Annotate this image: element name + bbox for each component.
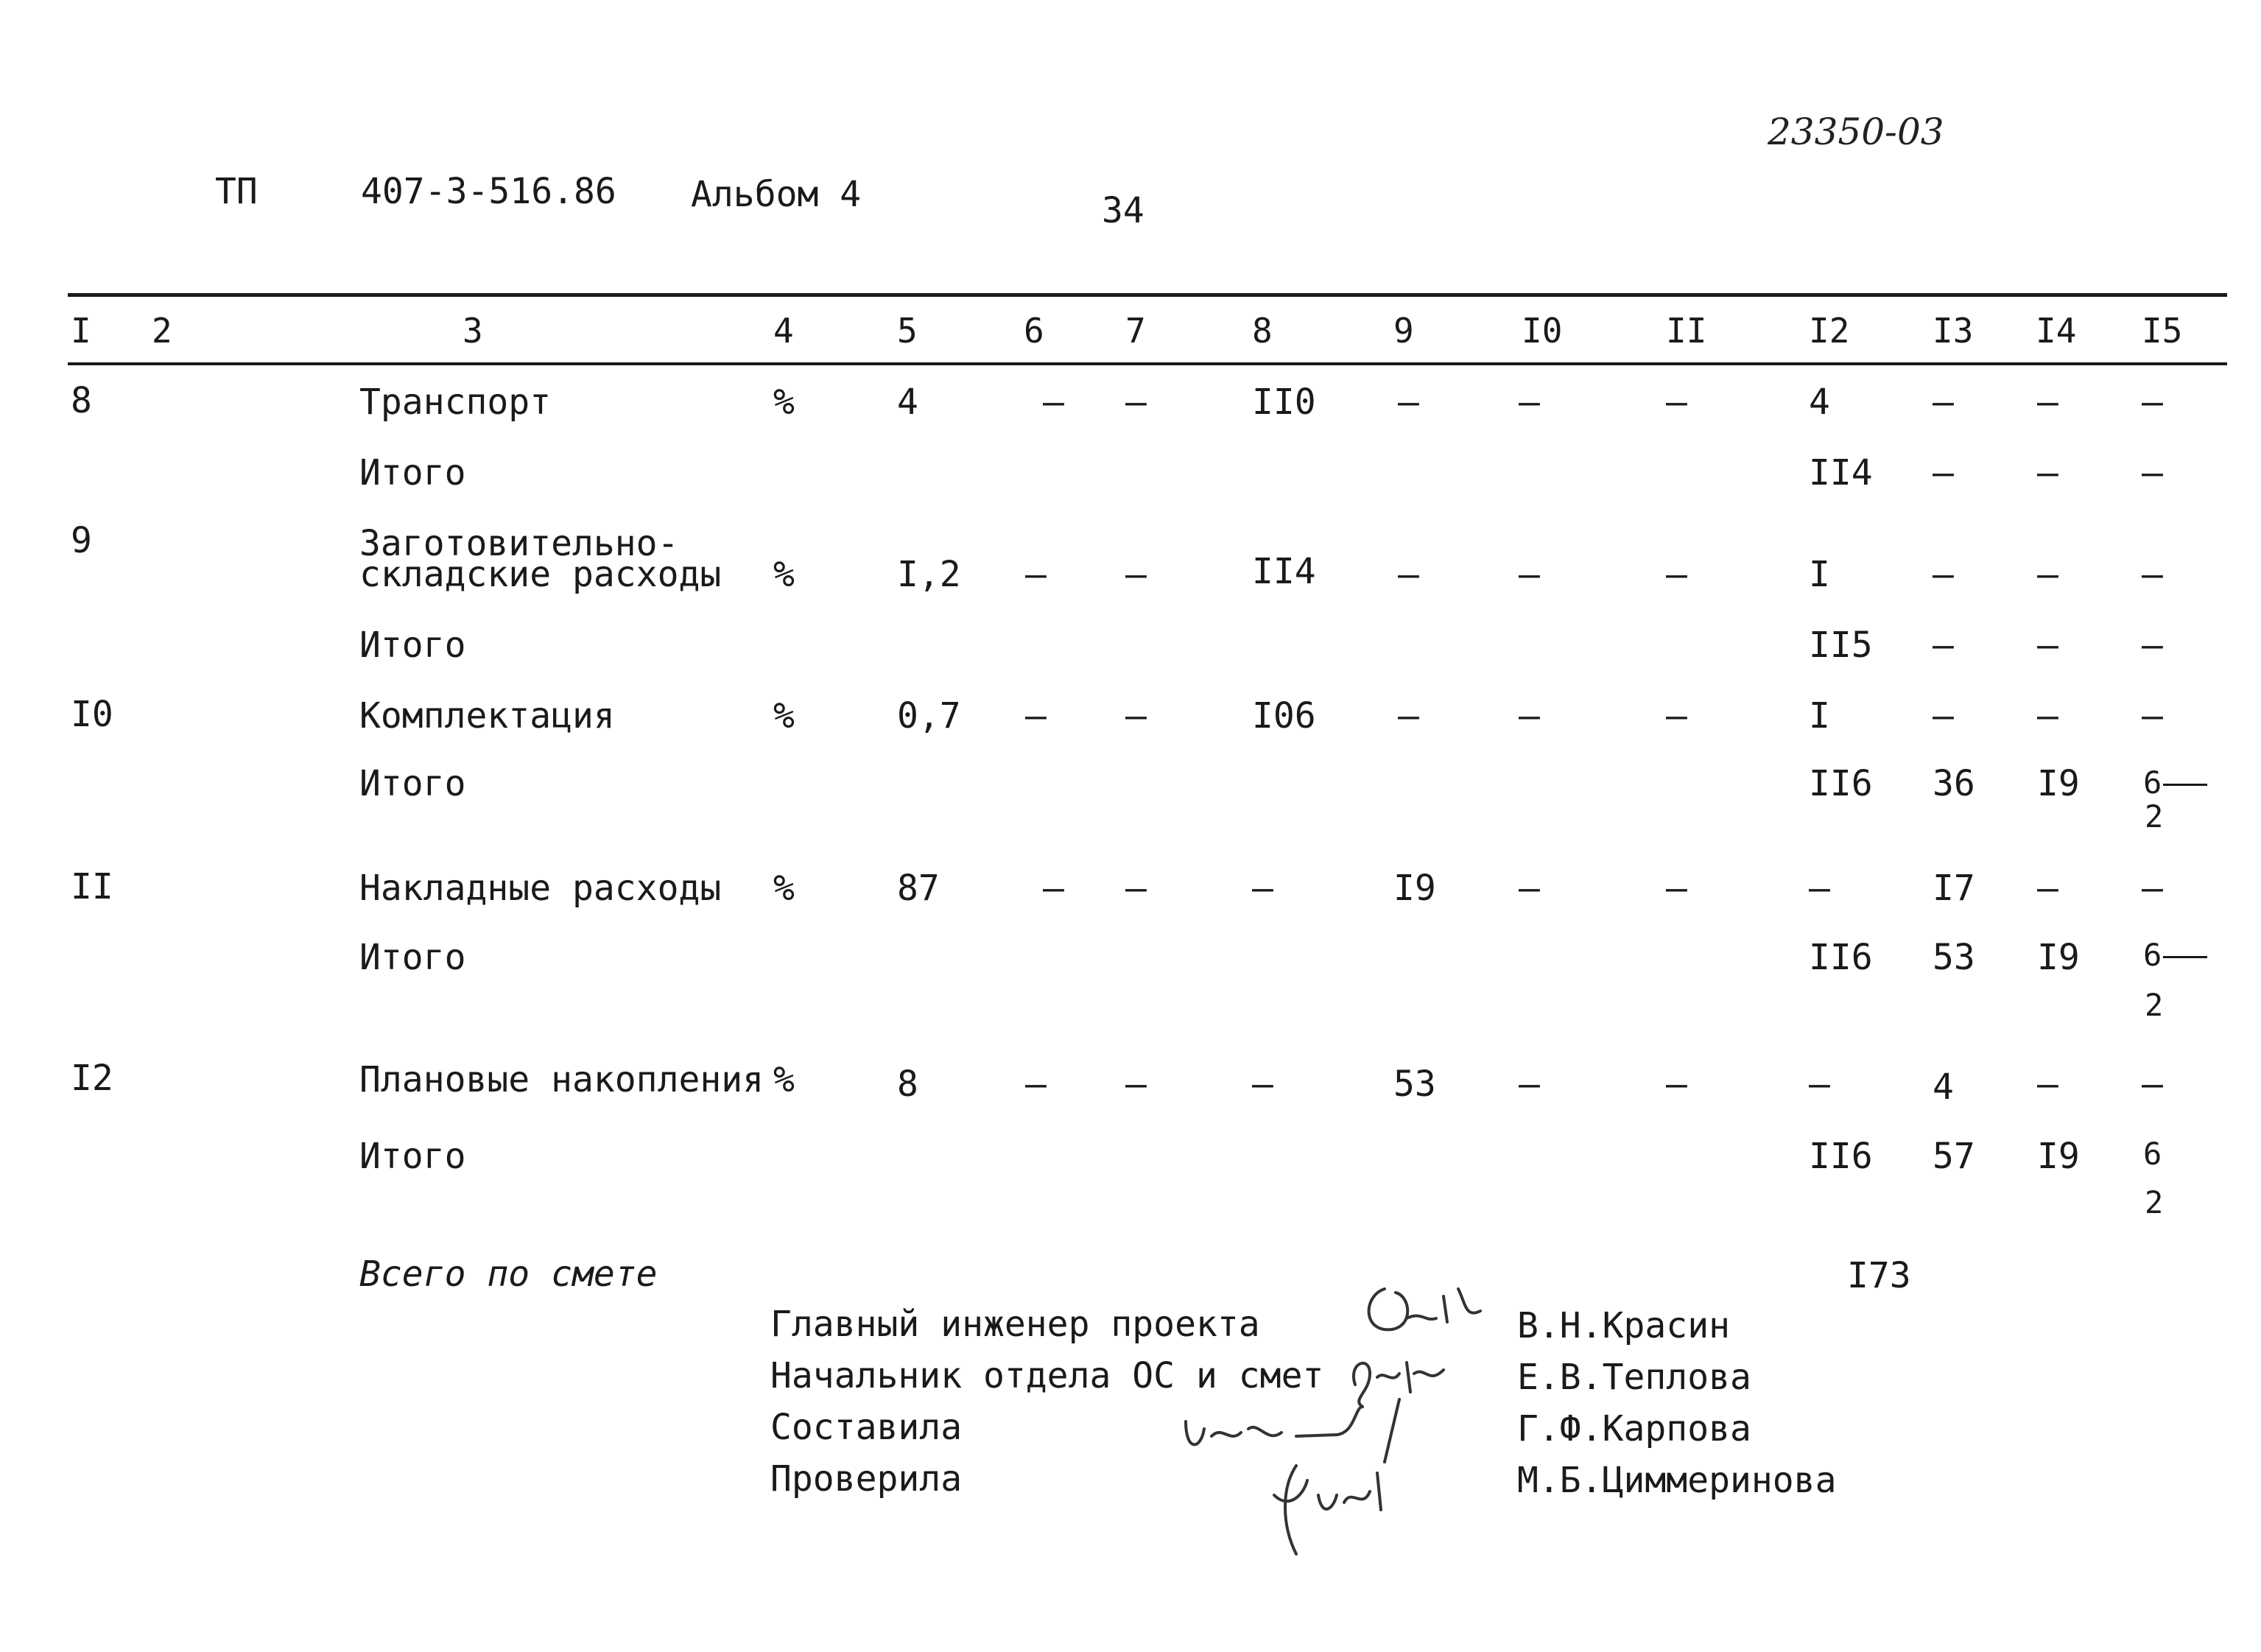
cell-c5: 8 [897, 1064, 918, 1105]
cell-c9: I9 [1393, 868, 1436, 909]
cell-c12: 4 [1809, 382, 1830, 423]
cell-c14: – [2037, 452, 2058, 493]
cell-c13: – [1933, 452, 1954, 493]
cell-c12: II6 [1809, 763, 1873, 804]
row-number: I2 [71, 1058, 113, 1099]
cell-c11: – [1666, 695, 1687, 737]
cell-c12: II5 [1809, 625, 1873, 666]
column-header: I2 [1809, 311, 1850, 351]
cell-c13: 36 [1933, 763, 1975, 804]
cell-c7: – [1125, 868, 1147, 909]
column-header: I0 [1522, 311, 1563, 351]
cell-c5: 4 [897, 382, 918, 423]
row-name-line1: Заготовительно- [359, 523, 679, 564]
row-name: Накладные расходы [359, 868, 722, 909]
fraction-top: 6 [2143, 1136, 2162, 1172]
cell-c10: – [1519, 382, 1540, 423]
row-name: Итого [359, 937, 466, 978]
table-header-rule [68, 362, 2227, 365]
row-name: Плановые накопления [359, 1059, 764, 1100]
cell-c14: – [2037, 868, 2058, 909]
row-name: Итого [359, 763, 466, 804]
cell-c5: I,2 [897, 554, 961, 595]
signature-name: Е.В.Теплова [1517, 1357, 1751, 1398]
cell-c13: – [1933, 382, 1954, 423]
total-value: I73 [1847, 1255, 1911, 1296]
column-header: 4 [773, 311, 794, 351]
table-top-rule [68, 293, 2227, 297]
row-name: Итого [359, 625, 466, 666]
column-header: 7 [1125, 311, 1146, 351]
cell-c13: – [1933, 554, 1954, 595]
cell-c14: – [2037, 625, 2058, 666]
cell-c13: I7 [1933, 868, 1975, 909]
signature-role: Составила [770, 1407, 963, 1448]
cell-c13: – [1933, 625, 1954, 666]
cell-c11: – [1666, 382, 1687, 423]
cell-c14: – [2037, 1064, 2058, 1105]
column-header: I5 [2142, 311, 2183, 351]
cell-c9: – [1398, 382, 1419, 423]
column-header: II [1666, 311, 1707, 351]
cell-c11: – [1666, 1064, 1687, 1105]
column-header: I3 [1933, 311, 1974, 351]
column-header: 9 [1393, 311, 1414, 351]
fraction-top: 6 [2143, 937, 2162, 973]
cell-c6: – [1043, 868, 1064, 909]
cell-c10: – [1519, 1064, 1540, 1105]
cell-c5: 87 [897, 868, 940, 909]
cell-c7: – [1125, 382, 1147, 423]
cell-c15: – [2142, 554, 2163, 595]
cell-c5: 0,7 [897, 695, 961, 737]
cell-c10: – [1519, 554, 1540, 595]
cell-c14: – [2037, 382, 2058, 423]
cell-c13: 53 [1933, 937, 1975, 978]
cell-c15: – [2142, 625, 2163, 666]
column-header: 6 [1024, 311, 1044, 351]
cell-c8: I06 [1252, 695, 1316, 737]
fraction-bottom: 2 [2145, 798, 2164, 834]
signature-role: Начальник отдела ОС и смет [770, 1355, 1324, 1396]
unit-cell: % [773, 695, 795, 737]
fraction-bottom: 2 [2145, 1184, 2164, 1220]
cell-c9: 53 [1393, 1064, 1436, 1105]
row-number: II [71, 866, 113, 907]
signature-mark-chief-engineer [1355, 1267, 1502, 1348]
signature-role: Проверила [770, 1458, 963, 1500]
signature-role: Главный инженер проекта [770, 1304, 1260, 1345]
cell-c14: I9 [2037, 937, 2080, 978]
cell-c12: – [1809, 868, 1830, 909]
cell-c14: I9 [2037, 763, 2080, 804]
project-code: 407-3-516.86 [361, 171, 616, 212]
cell-c7: – [1125, 1064, 1147, 1105]
fraction-cell [2143, 765, 2207, 801]
column-header: 3 [463, 311, 483, 351]
cell-c6: – [1043, 382, 1064, 423]
page-number: 34 [1102, 190, 1144, 231]
fraction-top: 6 [2143, 765, 2162, 801]
cell-c8: II4 [1252, 551, 1316, 592]
column-header: 8 [1252, 311, 1273, 351]
unit-cell: % [773, 382, 795, 423]
cell-c15: – [2142, 382, 2163, 423]
signature-name: В.Н.Красин [1517, 1305, 1730, 1346]
cell-c10: – [1519, 868, 1540, 909]
series-label: ТП [215, 171, 258, 212]
cell-c7: – [1125, 554, 1147, 595]
row-number: I0 [71, 694, 113, 735]
cell-c15: – [2142, 1064, 2163, 1105]
cell-c10: – [1519, 695, 1540, 737]
cell-c6: – [1025, 554, 1047, 595]
total-label: Всего по смете [359, 1254, 658, 1295]
cell-c12: I [1809, 695, 1830, 737]
cell-c15: – [2142, 868, 2163, 909]
cell-c8: – [1252, 868, 1273, 909]
cell-c13: – [1933, 695, 1954, 737]
cell-c8: – [1252, 1064, 1273, 1105]
cell-c11: – [1666, 554, 1687, 595]
cell-c15: – [2142, 452, 2163, 493]
row-name: Итого [359, 1136, 466, 1177]
unit-cell: % [773, 554, 795, 595]
cell-c12: I [1809, 554, 1830, 595]
cell-c7: – [1125, 695, 1147, 737]
signature-name: М.Б.Циммеринова [1517, 1460, 1837, 1501]
cell-c11: – [1666, 868, 1687, 909]
cell-c9: – [1398, 554, 1419, 595]
column-header: I4 [2036, 311, 2077, 351]
fraction-cell [2143, 937, 2207, 973]
cell-c14: – [2037, 695, 2058, 737]
cell-c12: II6 [1809, 937, 1873, 978]
fraction-bottom: 2 [2145, 987, 2164, 1023]
cell-c13: 57 [1933, 1136, 1975, 1177]
row-number: 8 [71, 380, 92, 421]
row-number: 9 [71, 520, 92, 561]
signature-mark-checker [1252, 1451, 1414, 1561]
document-number: 23350-03 [1768, 110, 1944, 153]
row-name-line2: складские расходы [359, 554, 722, 595]
row-name: Транспорт [359, 382, 552, 423]
cell-c6: – [1025, 1064, 1047, 1105]
cell-c13: 4 [1933, 1066, 1954, 1108]
unit-cell: % [773, 868, 795, 909]
cell-c14: – [2037, 554, 2058, 595]
cell-c8: II0 [1252, 382, 1316, 423]
cell-c14: I9 [2037, 1136, 2080, 1177]
row-name: Комплектация [359, 695, 615, 737]
cell-c12: II6 [1809, 1136, 1873, 1177]
cell-c12: – [1809, 1064, 1830, 1105]
cell-c9: – [1398, 695, 1419, 737]
album-label: Альбом 4 [691, 174, 862, 215]
cell-c6: – [1025, 695, 1047, 737]
column-header: I [71, 311, 91, 351]
cell-c15: – [2142, 695, 2163, 737]
unit-cell: % [773, 1059, 795, 1100]
cell-c12: II4 [1809, 452, 1873, 493]
column-header: 2 [152, 311, 172, 351]
row-name: Итого [359, 452, 466, 493]
column-header: 5 [897, 311, 918, 351]
signature-name: Г.Ф.Карпова [1517, 1408, 1751, 1449]
